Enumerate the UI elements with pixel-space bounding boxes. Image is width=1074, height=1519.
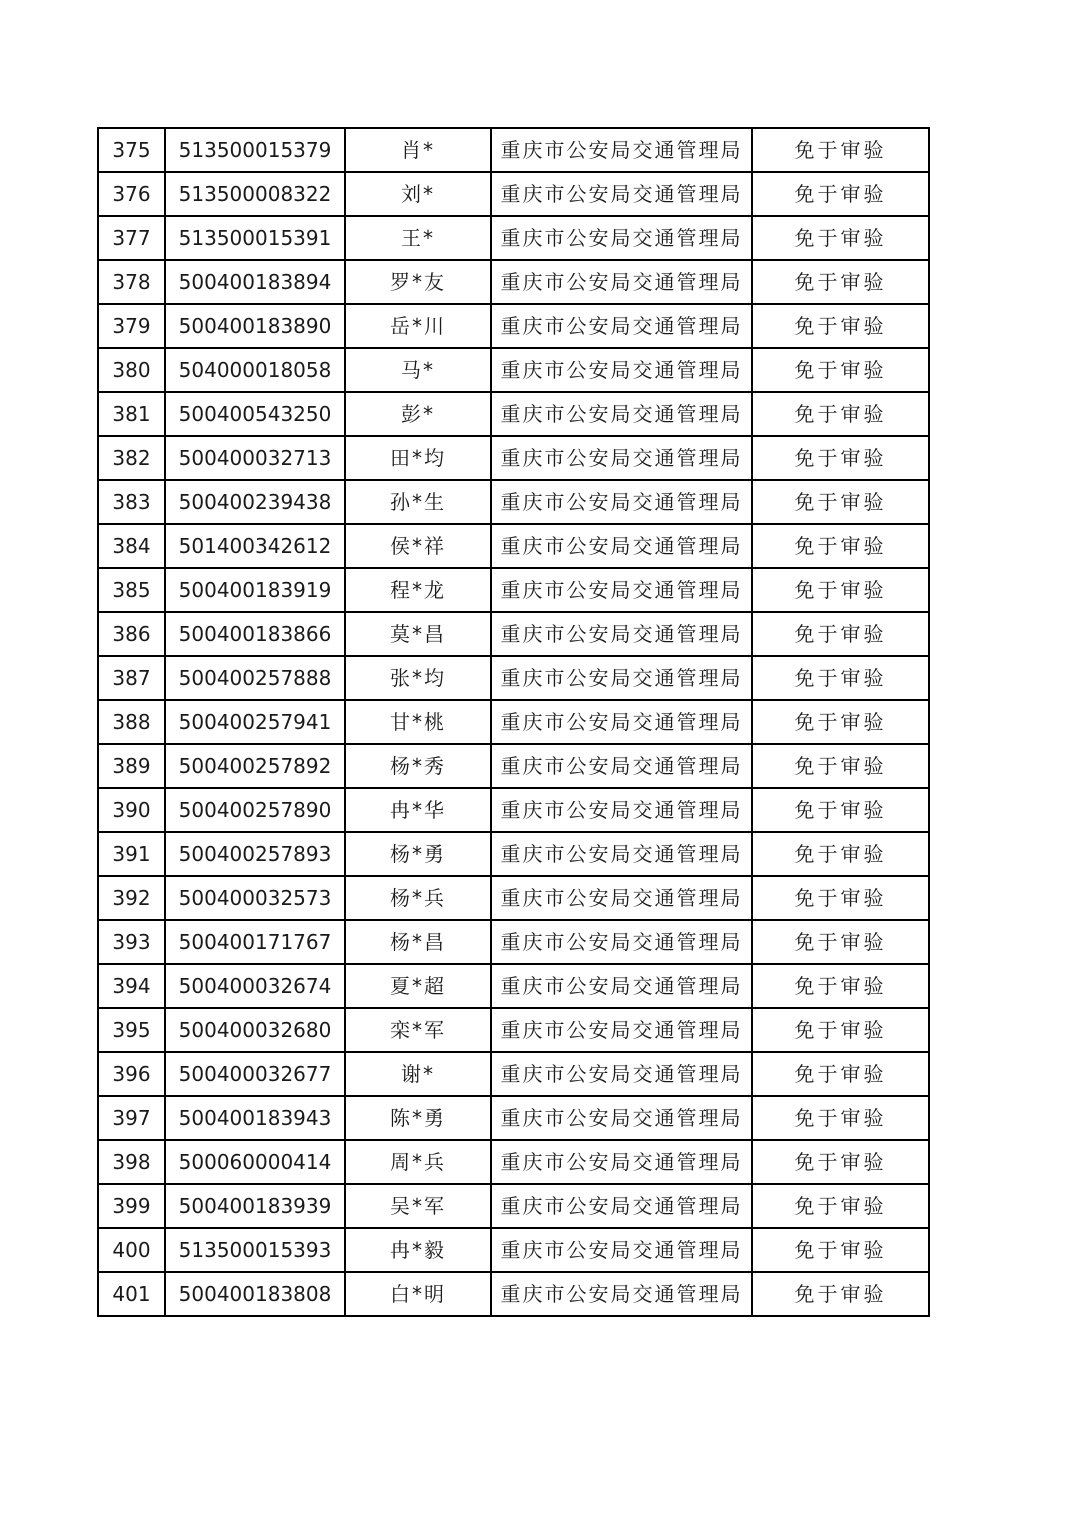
table-row xyxy=(98,612,929,656)
row-number-cell: 377 xyxy=(98,216,165,260)
review-status-cell: 免于审验 xyxy=(752,832,929,876)
review-status-cell: 免于审验 xyxy=(752,568,929,612)
holder-name-cell: 田*均 xyxy=(345,436,491,480)
review-status-cell: 免于审验 xyxy=(752,1052,929,1096)
table-row xyxy=(98,392,929,436)
holder-name-cell: 孙*生 xyxy=(345,480,491,524)
issuing-authority-cell: 重庆市公安局交通管理局 xyxy=(491,304,752,348)
issuing-authority-cell: 重庆市公安局交通管理局 xyxy=(491,524,752,568)
table-row xyxy=(98,524,929,568)
review-status-cell: 免于审验 xyxy=(752,216,929,260)
row-number-cell: 401 xyxy=(98,1272,165,1316)
license-number-cell: 513500015391 xyxy=(165,216,345,260)
holder-name-cell: 杨*昌 xyxy=(345,920,491,964)
review-status-cell: 免于审验 xyxy=(752,656,929,700)
review-status-cell: 免于审验 xyxy=(752,744,929,788)
holder-name-cell: 马* xyxy=(345,348,491,392)
issuing-authority-cell: 重庆市公安局交通管理局 xyxy=(491,392,752,436)
table-row xyxy=(98,1096,929,1140)
table-row xyxy=(98,304,929,348)
row-number-cell: 382 xyxy=(98,436,165,480)
issuing-authority-cell: 重庆市公安局交通管理局 xyxy=(491,876,752,920)
row-number-cell: 396 xyxy=(98,1052,165,1096)
issuing-authority-cell: 重庆市公安局交通管理局 xyxy=(491,612,752,656)
license-number-cell: 513500015393 xyxy=(165,1228,345,1272)
table-row xyxy=(98,260,929,304)
review-status-cell: 免于审验 xyxy=(752,1184,929,1228)
license-number-cell: 513500015379 xyxy=(165,128,345,172)
row-number-cell: 398 xyxy=(98,1140,165,1184)
row-number-cell: 391 xyxy=(98,832,165,876)
holder-name-cell: 栾*军 xyxy=(345,1008,491,1052)
issuing-authority-cell: 重庆市公安局交通管理局 xyxy=(491,656,752,700)
table-row xyxy=(98,1008,929,1052)
table-row xyxy=(98,920,929,964)
review-status-cell: 免于审验 xyxy=(752,392,929,436)
license-number-cell: 500400183866 xyxy=(165,612,345,656)
issuing-authority-cell: 重庆市公安局交通管理局 xyxy=(491,480,752,524)
row-number-cell: 383 xyxy=(98,480,165,524)
review-status-cell: 免于审验 xyxy=(752,348,929,392)
license-number-cell: 504000018058 xyxy=(165,348,345,392)
row-number-cell: 387 xyxy=(98,656,165,700)
review-status-cell: 免于审验 xyxy=(752,1228,929,1272)
table-row xyxy=(98,128,929,172)
table-row xyxy=(98,832,929,876)
license-number-cell: 500400257888 xyxy=(165,656,345,700)
row-number-cell: 378 xyxy=(98,260,165,304)
review-status-cell: 免于审验 xyxy=(752,304,929,348)
table-row xyxy=(98,656,929,700)
review-status-cell: 免于审验 xyxy=(752,524,929,568)
review-status-cell: 免于审验 xyxy=(752,964,929,1008)
license-number-cell: 500400183894 xyxy=(165,260,345,304)
table-row xyxy=(98,700,929,744)
issuing-authority-cell: 重庆市公安局交通管理局 xyxy=(491,128,752,172)
table-row xyxy=(98,568,929,612)
roster-table xyxy=(97,127,930,1317)
issuing-authority-cell: 重庆市公安局交通管理局 xyxy=(491,832,752,876)
holder-name-cell: 夏*超 xyxy=(345,964,491,1008)
license-number-cell: 500400032674 xyxy=(165,964,345,1008)
table-row xyxy=(98,876,929,920)
issuing-authority-cell: 重庆市公安局交通管理局 xyxy=(491,568,752,612)
issuing-authority-cell: 重庆市公安局交通管理局 xyxy=(491,920,752,964)
issuing-authority-cell: 重庆市公安局交通管理局 xyxy=(491,436,752,480)
table-row xyxy=(98,1140,929,1184)
table-row xyxy=(98,348,929,392)
issuing-authority-cell: 重庆市公安局交通管理局 xyxy=(491,1184,752,1228)
holder-name-cell: 岳*川 xyxy=(345,304,491,348)
license-number-cell: 500400257893 xyxy=(165,832,345,876)
table-row xyxy=(98,436,929,480)
table-row xyxy=(98,1052,929,1096)
issuing-authority-cell: 重庆市公安局交通管理局 xyxy=(491,260,752,304)
row-number-cell: 394 xyxy=(98,964,165,1008)
holder-name-cell: 白*明 xyxy=(345,1272,491,1316)
issuing-authority-cell: 重庆市公安局交通管理局 xyxy=(491,1008,752,1052)
issuing-authority-cell: 重庆市公安局交通管理局 xyxy=(491,964,752,1008)
holder-name-cell: 杨*勇 xyxy=(345,832,491,876)
holder-name-cell: 周*兵 xyxy=(345,1140,491,1184)
license-number-cell: 500400171767 xyxy=(165,920,345,964)
holder-name-cell: 杨*秀 xyxy=(345,744,491,788)
license-number-cell: 500400257890 xyxy=(165,788,345,832)
row-number-cell: 379 xyxy=(98,304,165,348)
review-status-cell: 免于审验 xyxy=(752,788,929,832)
review-status-cell: 免于审验 xyxy=(752,260,929,304)
table-row xyxy=(98,216,929,260)
holder-name-cell: 谢* xyxy=(345,1052,491,1096)
issuing-authority-cell: 重庆市公安局交通管理局 xyxy=(491,1228,752,1272)
row-number-cell: 385 xyxy=(98,568,165,612)
row-number-cell: 395 xyxy=(98,1008,165,1052)
holder-name-cell: 罗*友 xyxy=(345,260,491,304)
review-status-cell: 免于审验 xyxy=(752,480,929,524)
row-number-cell: 381 xyxy=(98,392,165,436)
roster-table-body xyxy=(98,128,929,1316)
table-row xyxy=(98,1228,929,1272)
issuing-authority-cell: 重庆市公安局交通管理局 xyxy=(491,216,752,260)
license-number-cell: 500400239438 xyxy=(165,480,345,524)
holder-name-cell: 彭* xyxy=(345,392,491,436)
license-number-cell: 500400183808 xyxy=(165,1272,345,1316)
review-status-cell: 免于审验 xyxy=(752,1140,929,1184)
holder-name-cell: 甘*桃 xyxy=(345,700,491,744)
table-row xyxy=(98,744,929,788)
review-status-cell: 免于审验 xyxy=(752,1272,929,1316)
issuing-authority-cell: 重庆市公安局交通管理局 xyxy=(491,700,752,744)
review-status-cell: 免于审验 xyxy=(752,172,929,216)
row-number-cell: 375 xyxy=(98,128,165,172)
holder-name-cell: 侯*祥 xyxy=(345,524,491,568)
license-number-cell: 513500008322 xyxy=(165,172,345,216)
license-number-cell: 500400183919 xyxy=(165,568,345,612)
holder-name-cell: 陈*勇 xyxy=(345,1096,491,1140)
table-row xyxy=(98,1184,929,1228)
row-number-cell: 376 xyxy=(98,172,165,216)
holder-name-cell: 吴*军 xyxy=(345,1184,491,1228)
holder-name-cell: 肖* xyxy=(345,128,491,172)
review-status-cell: 免于审验 xyxy=(752,436,929,480)
issuing-authority-cell: 重庆市公安局交通管理局 xyxy=(491,788,752,832)
issuing-authority-cell: 重庆市公安局交通管理局 xyxy=(491,1096,752,1140)
issuing-authority-cell: 重庆市公安局交通管理局 xyxy=(491,1052,752,1096)
holder-name-cell: 冉*华 xyxy=(345,788,491,832)
table-row xyxy=(98,788,929,832)
row-number-cell: 389 xyxy=(98,744,165,788)
row-number-cell: 388 xyxy=(98,700,165,744)
issuing-authority-cell: 重庆市公安局交通管理局 xyxy=(491,348,752,392)
row-number-cell: 384 xyxy=(98,524,165,568)
license-number-cell: 500400183939 xyxy=(165,1184,345,1228)
review-status-cell: 免于审验 xyxy=(752,1096,929,1140)
holder-name-cell: 杨*兵 xyxy=(345,876,491,920)
issuing-authority-cell: 重庆市公安局交通管理局 xyxy=(491,1272,752,1316)
issuing-authority-cell: 重庆市公安局交通管理局 xyxy=(491,172,752,216)
table-row xyxy=(98,172,929,216)
row-number-cell: 399 xyxy=(98,1184,165,1228)
license-number-cell: 500400257941 xyxy=(165,700,345,744)
row-number-cell: 397 xyxy=(98,1096,165,1140)
license-number-cell: 500060000414 xyxy=(165,1140,345,1184)
table-row xyxy=(98,964,929,1008)
license-number-cell: 500400032573 xyxy=(165,876,345,920)
license-number-cell: 500400543250 xyxy=(165,392,345,436)
table-row xyxy=(98,1272,929,1316)
row-number-cell: 400 xyxy=(98,1228,165,1272)
review-status-cell: 免于审验 xyxy=(752,876,929,920)
holder-name-cell: 莫*昌 xyxy=(345,612,491,656)
row-number-cell: 392 xyxy=(98,876,165,920)
row-number-cell: 390 xyxy=(98,788,165,832)
holder-name-cell: 程*龙 xyxy=(345,568,491,612)
license-number-cell: 500400183890 xyxy=(165,304,345,348)
review-status-cell: 免于审验 xyxy=(752,612,929,656)
license-number-cell: 500400032713 xyxy=(165,436,345,480)
holder-name-cell: 冉*毅 xyxy=(345,1228,491,1272)
license-number-cell: 500400257892 xyxy=(165,744,345,788)
row-number-cell: 380 xyxy=(98,348,165,392)
holder-name-cell: 王* xyxy=(345,216,491,260)
holder-name-cell: 刘* xyxy=(345,172,491,216)
review-status-cell: 免于审验 xyxy=(752,1008,929,1052)
review-status-cell: 免于审验 xyxy=(752,700,929,744)
table-row xyxy=(98,480,929,524)
review-status-cell: 免于审验 xyxy=(752,920,929,964)
license-number-cell: 500400032677 xyxy=(165,1052,345,1096)
license-number-cell: 500400032680 xyxy=(165,1008,345,1052)
row-number-cell: 386 xyxy=(98,612,165,656)
row-number-cell: 393 xyxy=(98,920,165,964)
review-status-cell: 免于审验 xyxy=(752,128,929,172)
license-number-cell: 500400183943 xyxy=(165,1096,345,1140)
issuing-authority-cell: 重庆市公安局交通管理局 xyxy=(491,744,752,788)
license-number-cell: 501400342612 xyxy=(165,524,345,568)
holder-name-cell: 张*均 xyxy=(345,656,491,700)
issuing-authority-cell: 重庆市公安局交通管理局 xyxy=(491,1140,752,1184)
